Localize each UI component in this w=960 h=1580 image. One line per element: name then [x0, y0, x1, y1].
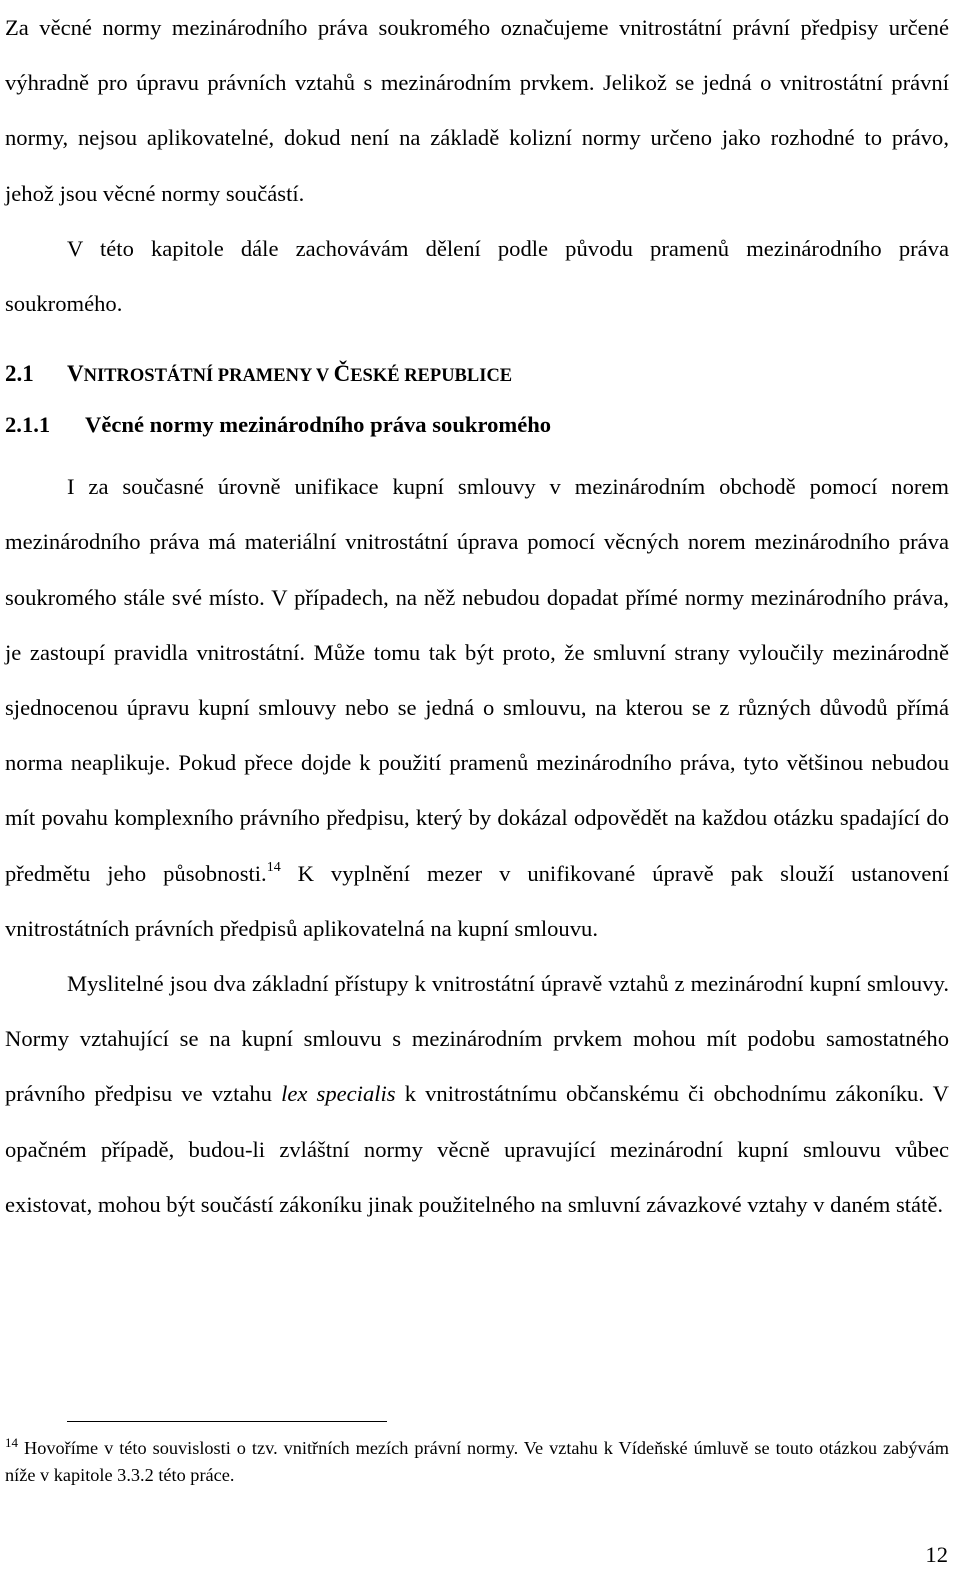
- body-paragraph-2-text-b: k vnitrostátnímu občanskému či obchodnímu zákoníku. V opačném případě, budou-li zvláštní normy věcně upravující mezinárodní kupní smlouvu vůbec existovat, mohou být součástí zákoníku jinak použitelného na smluvní závazkové vztahy v daném státě.: [5, 1081, 949, 1217]
- body-paragraph-1: [5, 459, 949, 956]
- section-number: 2.1: [5, 361, 34, 387]
- section-title-capital: Č: [333, 361, 351, 387]
- footnote: [5, 1435, 949, 1489]
- intro-paragraph-1: Za věcné normy mezinárodního práva soukromého označujeme vnitrostátní právní předpisy určené výhradně pro úpravu právních vztahů s mezinárodním prvkem. Jelikož se jedná o vnitrostátní právní normy, nejsou aplikovatelné, dokud není na základě kolizní normy určeno jako rozhodné to právo, jehož jsou věcné normy součástí.: [5, 15, 949, 206]
- subsection-number: 2.1.1: [5, 412, 51, 438]
- body-paragraph-2: [5, 956, 949, 1232]
- intro-paragraph-2: V této kapitole dále zachovávám dělení podle původu pramenů mezinárodního práva soukromého.: [5, 235, 949, 317]
- section-title-part-1: NITROSTÁTNÍ PRAMENY V: [83, 366, 334, 387]
- latin-term: lex specialis: [281, 1081, 396, 1107]
- body-paragraph-2-text-a: Myslitelné jsou dva základní přístupy k vnitrostátní úpravě vztahů z mezinárodní kupní smlouvy. Normy vztahující se na kupní smlouvu s mezinárodním prvkem mohou mít podobu samostatného právního předpisu ve vztahu: [5, 971, 949, 1107]
- section-body: [5, 459, 949, 1232]
- section-title-part-2: ESKÉ REPUBLICE: [350, 366, 513, 387]
- document-page: [5, 0, 949, 1232]
- footnote-number: 14: [5, 1435, 18, 1450]
- subsection-title: Věcné normy mezinárodního práva soukromého: [85, 412, 552, 438]
- footnote-reference[interactable]: 14: [266, 859, 281, 875]
- body-paragraph-1-text-a: I za současné úrovně unifikace kupní smlouvy v mezinárodním obchodě pomocí norem mezinárodního práva má materiální vnitrostátní úprava pomocí věcných norem mezinárodního práva soukromého stále své místo. V případech, na něž nebudou dopadat přímé normy mezinárodního práva, je zastoupí pravidla vnitrostátní. Může tomu tak být proto, že smluvní strany vyloučily mezinárodně sjednocenou úpravu kupní smlouvy nebo se jedná o smlouvu, na kterou se z různých důvodů přímá norma neaplikuje. Pokud přece dojde k použití pramenů mezinárodního práva, tyto většinou nebudou mít povahu komplexního právního předpisu, který by dokázal odpovědět na každou otázku spadající do předmětu jeho působnosti.: [5, 474, 949, 886]
- page-number: 12: [925, 1542, 948, 1567]
- subsection-heading: [5, 409, 949, 441]
- body-paragraph-1-text-b: K vyplnění mezer v unifikované úpravě pak slouží ustanovení vnitrostátních právních předpisů aplikovatelná na kupní smlouvu.: [5, 860, 949, 941]
- footnote-text: Hovoříme v této souvislosti o tzv. vnitřních mezích právní normy. Ve vztahu k Vídeňské úmluvě se touto otázkou zabývám níže v kapitole 3.3.2 této práce.: [5, 1438, 949, 1485]
- section-title-initial: V: [67, 361, 84, 387]
- section-heading: [5, 352, 949, 398]
- footnote-separator: [67, 1421, 387, 1422]
